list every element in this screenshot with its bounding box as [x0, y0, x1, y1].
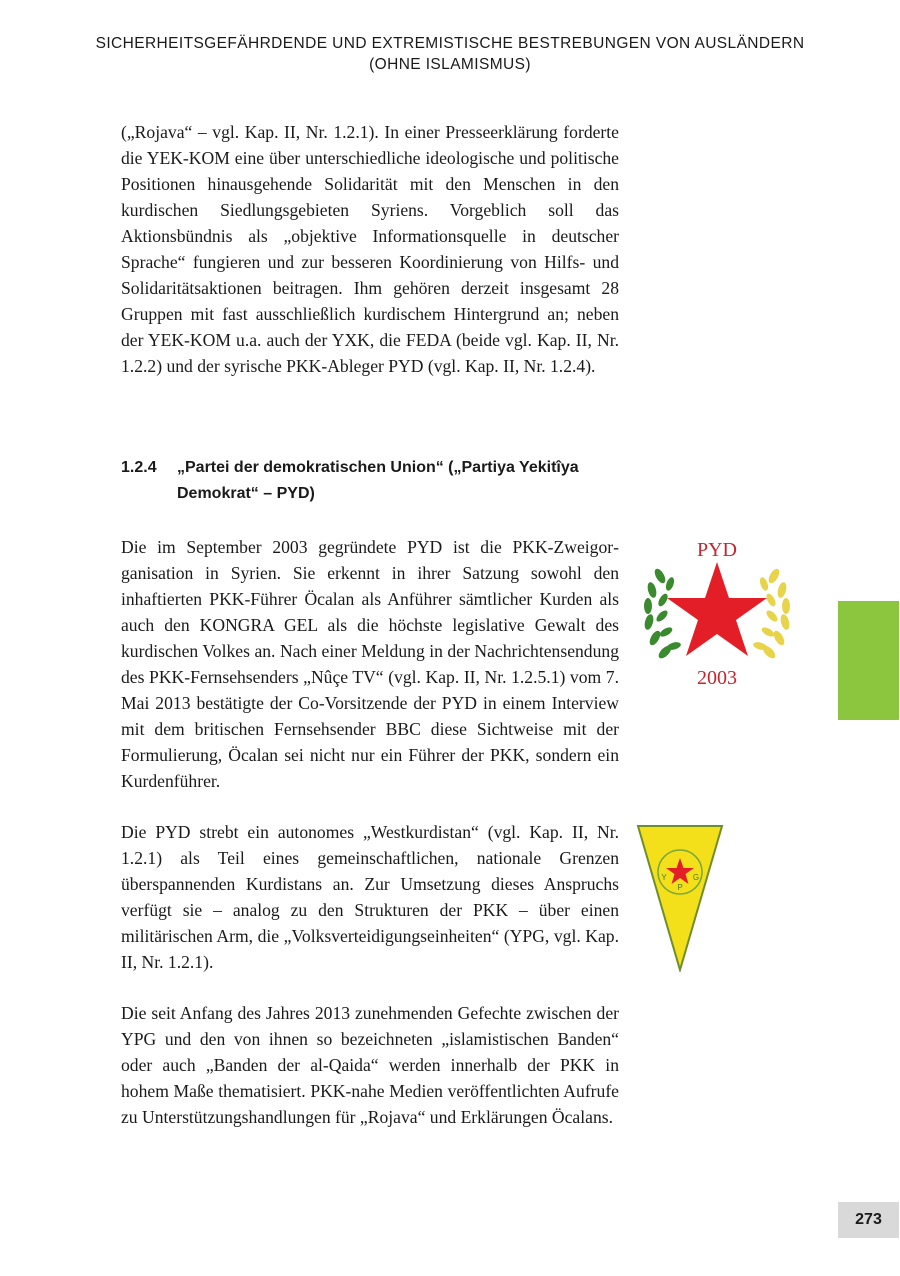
pyd-logo-bottom-text: 2003: [697, 667, 737, 689]
section-title: „Partei der demokratischen Union“ („Partiya Yekitîya Demokrat“ – PYD): [177, 459, 579, 502]
running-header-line-1: SICHERHEITSGEFÄHRDENDE UND EXTREMISTISCHE BESTREBUNGEN VON AUSLÄNDERN: [95, 35, 805, 52]
paragraph-westkurdistan: Die PYD strebt ein autonomes „Westkurdistan“ (vgl. Kap. II, Nr. 1.2.1) als Teil eines gemeinschaftlichen, nationale Grenzen überspannenden Kurdistans an. Zur Umsetzung dieses Anspruchs verfügt sie – analog zu den Strukturen der PKK – über einen militärischen Arm, die „Volksverteidigungseinheiten“ (YPG, vgl. Kap. II, Nr. 1.2.1).: [121, 822, 619, 972]
chapter-side-tab: [838, 601, 899, 720]
ypg-letter-g: G: [692, 873, 700, 882]
running-header-line-2: (OHNE ISLAMISMUS): [369, 56, 531, 73]
page-number: 273: [838, 1202, 899, 1238]
ypg-letter-y: Y: [661, 873, 667, 882]
ypg-letter-p: P: [677, 883, 683, 892]
paragraph-ypg-fighting: Die seit Anfang des Jahres 2013 zunehmenden Gefechte zwischen der YPG und den von ihnen so bezeichneten „islamistischen Banden“ oder auch „Banden der al-Qaida“ werden innerhalb der PKK in hohem Maße thematisiert. PKK-nahe Medien veröffentlichten Aufrufe zu Unterstützungshandlungen für „Rojava“ und Erklärungen Öcalans.: [121, 1003, 619, 1127]
section-number: 1.2.4: [121, 459, 157, 476]
paragraph-pyd-founding: Die im September 2003 gegründete PYD ist die PKK-Zweigorganisation in Syrien. Sie erkennt in ihrer Satzung sowohl den inhaftierten PKK-Führer Öcalan als Anführer sämtlicher Kurden als auch den KONGRA GEL als die höchste legislative Gewalt des kurdischen Volkes an. Nach einer Meldung in der Nachrichtensendung des PKK-Fernsehsenders „Nûçe TV“ (vgl. Kap. II, Nr. 1.2.5.1) vom 7. Mai 2013 bestätigte der Co-Vorsitzende der PYD in einem Interview mit dem britischen Fernsehsender BBC diese Sichtweise mit der Formulierung, Öcalan sei nicht nur ein Führer der PKK, sondern ein Kurdenführer.: [121, 537, 619, 791]
running-header: [0, 33, 900, 75]
ypg-flag-icon: [634, 822, 726, 972]
paragraph-rojava-continuation: („Rojava“ – vgl. Kap. II, Nr. 1.2.1). In einer Presseerklärung forderte die YEK-KOM eine über unterschiedliche ideologische und politische Positionen hinausgehende Solidarität mit den Menschen in den kurdischen Siedlungsgebieten Syriens. Vorgeblich soll das Aktionsbündnis als „objektive Informationsquelle in deutscher Sprache“ fungieren und zur besseren Koordinierung von Hilfs- und Solidaritätsaktionen beitragen. Ihm gehören derzeit insgesamt 28 Gruppen mit fast ausschließlich kurdischem Hintergrund an; neben der YEK-KOM u.a. auch der YXK, die FEDA (beide vgl. Kap. II, Nr. 1.2.2) und der syrische PKK-Ableger PYD (vgl. Kap. II, Nr. 1.2.4).: [121, 122, 619, 376]
pyd-logo-icon: [636, 532, 798, 692]
pyd-logo-top-text: PYD: [696, 539, 738, 561]
